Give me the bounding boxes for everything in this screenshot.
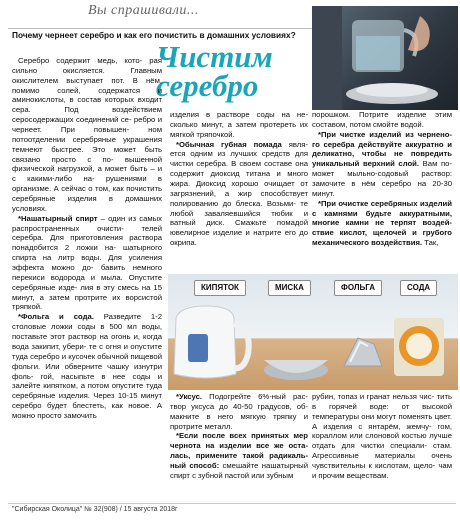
blackened-text: Вам по- может мыльно-содовый раствор: замочите в нём серебро на 20-30 минут. [312,159,452,198]
paragraph-intro: Серебро содержит медь, кото- рая сильно окисляется. Главным окислителем выступает пот. В нём, помимо солей, содержатся и аминокислоты, в состав которых входит сера. Под воздействием серосодержащих соединений се- ребро и чернеет. При повышен- ном потоотделении серебряные украшения темнеют быстрее. Это может быть связано просто с по- вышенной физической нагрузкой, а может быть – и с какими-либо на- рушениями в организме. А сейчас о том, как почистить серебряные изделия в домашних условиях. [12,56,162,213]
paragraph-radical [170,431,308,480]
column-3-bottom [312,392,452,507]
foil-soda-heading: *Фольга и сода. [18,312,94,322]
title-line-1: Чистим [156,39,273,74]
lipstick-heading: *Обычная губная помада [176,139,282,149]
lipstick-text: явля- ется одним из лучших средств для чистки серебра. В своем составе она содержит диоксид титана и много жира. Диоксид хорошо очищает от загрязнений, а жир способствует полированию до блеска. Возьми- те любой заваляевшийся тюбик и ватный диск. Смажьте помадой ювелирное изделие и натрите его до окрипа. [170,139,308,248]
paragraph-powder-cont: порошком. Потрите изделие этим составом, потом смойте водой. [312,110,452,129]
stones-text: Так, [422,238,439,248]
column-3-top [312,110,452,270]
photo-ingredients [168,274,458,390]
column-1 [12,56,162,501]
vinegar-heading: *Уксус. [176,392,202,401]
footer-credit: "Сибирская Околица" № 32(908) / 15 августа 2018г [12,506,178,513]
foil-soda-text: Разведите 1-2 столовые ложки соды в 500 мл воды, поставьте этот раствор на огонь и, когда вода закипит, убери- те с огня и опустите туда серебро и кусочек обычной пищевой фольги. Или обверните чашку изнутри фоль- гой, насыпьте в нее соды и залейте кипятком, а потом опустите туда серебряные изделия. Через 10-15 минут серебро будет блестеть, как новое. А можно просто замочить [12,312,162,420]
footer-rule [8,503,456,504]
ammonia-heading: *Нашатырный спирт [18,213,98,223]
measuring-cup-photo-icon [312,6,458,110]
paragraph-ammonia [12,214,162,313]
title-line-2: серебро [156,68,259,104]
paragraph-gems: рубин, топаз и гранат нельзя чис- тить в горячей воде: от высокой температуры они могут поменять цвет. А изделия с янтарём, жемчу- гом, кораллом или слоновой костью лучше отдать для чистки специали- стам. Агрессивные материалы очень чувствительны к кислотам, щело- чам и прочим веществам. [312,392,452,480]
column-2-top [170,110,308,268]
blackened-heading: *При чистке изделий из чернено- го серебра действуйте аккуратно и деликатно, чтобы не повредить уникальный верхний слой. [312,129,452,169]
vinegar-text: Подогрейте 6%-ный рас- твор уксуса до 40-50 градусов, об- макните в него мягкую тряпку и протрите металл. [170,392,308,431]
article-title [156,39,306,104]
label-soda: СОДА [400,280,437,296]
paragraph-foil-soda [12,312,162,420]
photo-cleaning-silver [312,6,458,110]
stones-heading: *При очистке серебряных изделий с камнями будьте аккуратными, многие камни не терпят воздей- ствие кислот, щелочей и грубого механического воздействия. [312,198,452,248]
label-bowl: МИСКА [268,280,311,296]
radical-heading: *Если после всех принятых мер чернота на изделии все же оста- лась, примените такой радикаль- ный способ: [170,431,308,471]
paragraph-soda-cont: изделия в растворе соды на не- сколько минут, а затем протереть их мягкой тряпочкой. [170,110,308,139]
ammonia-text: – один из самых распространенных очисти- телей серебра. Для приготовления раствора понадобится 2 ложки на- шатырного спирта на литр воды. Для усиления эффекта можно до- бавить немного перекиси водорода и мыла. Опустите серебряные изде- лия в эту смесь на 15 минут, а затем протрите их ворсистой тряпкой. [12,213,162,312]
label-foil: ФОЛЬГА [334,280,382,296]
question-heading: Почему чернеет серебро и как его почистить в домашних условиях? [12,30,296,40]
column-2-bottom [170,392,308,507]
label-boiling-water: КИПЯТОК [194,280,246,296]
radical-text: смешайте нашатырный спирт с зубной пастой или зубным [170,461,308,480]
paragraph-lipstick [170,140,308,248]
paragraph-vinegar [170,392,308,431]
section-title: Вы спрашивали... [88,3,199,18]
paragraph-blackened-silver [312,130,452,199]
paragraph-stones [312,199,452,248]
